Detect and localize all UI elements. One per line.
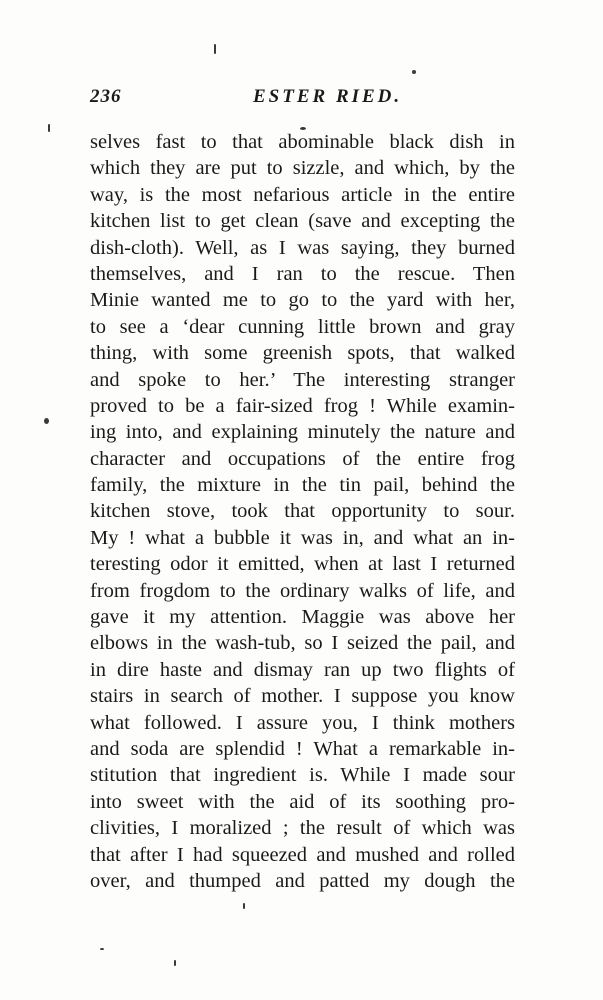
text-line: kitchen list to get clean (save and excepting the <box>90 210 515 233</box>
scan-speck <box>48 124 50 132</box>
text-line: over, and thumped and patted my dough the <box>90 869 515 892</box>
text-line: thing, with some greenish spots, that walked <box>90 342 515 365</box>
text-line: elbows in the wash-tub, so I seized the pail, and <box>90 632 515 655</box>
scan-speck <box>44 418 49 424</box>
text-line: to see a ‘dear cunning little brown and gray <box>90 315 515 338</box>
text-line: kitchen stove, took that opportunity to sour. <box>90 500 515 523</box>
body-text <box>90 129 515 894</box>
text-line: into sweet with the aid of its soothing pro- <box>90 790 515 813</box>
scan-speck <box>243 903 245 909</box>
text-line: ing into, and explaining minutely the nature and <box>90 421 515 444</box>
text-line: and spoke to her.’ The interesting stranger <box>90 368 515 391</box>
text-line: teresting odor it emitted, when at last I returned <box>90 553 515 576</box>
text-line: what followed. I assure you, I think mothers <box>90 711 515 734</box>
scan-speck <box>100 948 104 950</box>
text-line: dish-cloth). Well, as I was saying, they burned <box>90 236 515 259</box>
text-line: way, is the most nefarious article in the entire <box>90 183 515 206</box>
text-line: proved to be a fair-sized frog ! While examin- <box>90 394 515 417</box>
text-line: that after I had squeezed and mushed and rolled <box>90 843 515 866</box>
text-line: which they are put to sizzle, and which, by the <box>90 157 515 180</box>
text-line: from frogdom to the ordinary walks of life, and <box>90 579 515 602</box>
scan-speck <box>214 44 216 54</box>
running-head <box>90 86 515 116</box>
text-line: stitution that ingredient is. While I made sour <box>90 764 515 787</box>
text-line: themselves, and I ran to the rescue. Then <box>90 262 515 285</box>
text-line: gave it my attention. Maggie was above her <box>90 606 515 629</box>
text-line: Minie wanted me to go to the yard with her, <box>90 289 515 312</box>
page-number: 236 <box>90 86 122 107</box>
text-line: stairs in search of mother. I suppose you know <box>90 685 515 708</box>
text-line: in dire haste and dismay ran up two flights of <box>90 658 515 681</box>
scan-speck <box>412 70 416 74</box>
text-line: family, the mixture in the tin pail, behind the <box>90 474 515 497</box>
running-title: ESTER RIED. <box>253 86 403 107</box>
text-line: clivities, I moralized ; the result of which was <box>90 817 515 840</box>
scan-speck <box>174 960 176 966</box>
text-line: character and occupations of the entire frog <box>90 447 515 470</box>
text-line: My ! what a bubble it was in, and what an in- <box>90 526 515 549</box>
scan-speck <box>300 127 306 130</box>
text-line: selves fast to that abominable black dish in <box>90 131 515 153</box>
text-line: and soda are splendid ! What a remarkable in- <box>90 737 515 760</box>
